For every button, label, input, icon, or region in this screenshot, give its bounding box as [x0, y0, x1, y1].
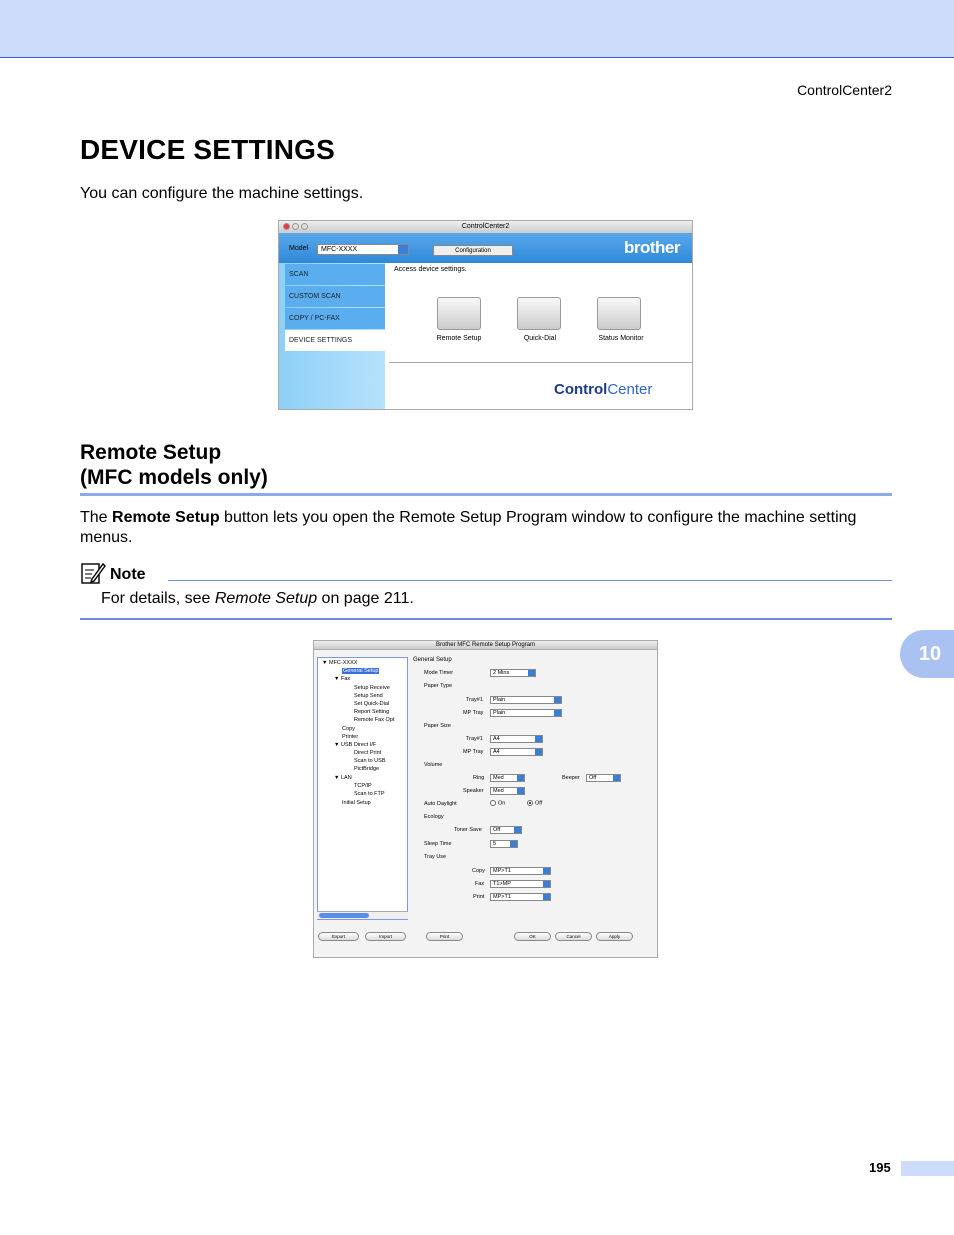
tree-usb-direct: USB Direct I/F	[340, 742, 377, 748]
lbl-paper-size: Paper Size	[424, 723, 451, 729]
remote-setup-icon	[437, 297, 481, 330]
lbl-tu-print: Print	[473, 894, 485, 900]
dd-pt-tray1: Plain	[490, 696, 562, 704]
para-bold: Remote Setup	[112, 509, 220, 526]
lbl-auto-daylight: Auto Daylight	[424, 801, 457, 807]
page-number-bar	[901, 1161, 954, 1176]
cc-titlebar	[279, 221, 692, 233]
cc-tab-custom-scan: CUSTOM SCAN	[285, 286, 385, 307]
cc-access-text: Access device settings.	[394, 266, 467, 273]
subsection-title	[80, 440, 268, 490]
radio-on	[490, 800, 505, 806]
tree-general-setup: General Setup	[343, 668, 379, 674]
controlcenter-logo	[554, 381, 652, 398]
dd-pt-mp: Plain	[490, 709, 562, 717]
lbl-pt-tray1: Tray#1	[466, 697, 483, 703]
tree-mfc: MFC-XXXX	[328, 660, 358, 666]
tree-set-quick-dial: Set Quick-Dial	[354, 701, 390, 707]
note-text-post: on page 211.	[317, 590, 414, 607]
tree-lan: LAN	[340, 775, 352, 781]
dd-mode-timer: 2 Mins	[490, 669, 536, 677]
lbl-toner-save: Toner Save	[454, 827, 482, 833]
note-pencil-icon	[80, 561, 106, 585]
subsection-rule	[80, 493, 892, 496]
dd-speaker: Med	[490, 787, 525, 795]
cc-divider	[389, 362, 693, 363]
rs-export-button: Export	[318, 932, 359, 941]
page-number: 195	[869, 1160, 891, 1175]
rs-tree-item	[342, 668, 379, 674]
lbl-ring: Ring	[473, 775, 485, 781]
chapter-tab: 10	[900, 630, 954, 678]
tree-report-setting: Report Setting	[354, 709, 390, 715]
note-text-pre: For details, see	[101, 590, 215, 607]
para-pre: The	[80, 509, 113, 526]
rs-tree-item: ▼ LAN	[334, 775, 352, 781]
cc-sidebar	[279, 263, 385, 410]
controlcenter-screenshot	[278, 220, 693, 410]
lbl-tu-copy: Copy	[472, 868, 485, 874]
subsection-title-line1: Remote Setup	[80, 441, 222, 464]
rs-cancel-button: Cancel	[555, 932, 592, 941]
subsection-title-line2: (MFC models only)	[80, 466, 268, 489]
rs-panel-title: General Setup	[413, 657, 452, 663]
section-title: DEVICE SETTINGS	[80, 134, 336, 165]
radio-off	[527, 800, 542, 806]
radio-off-label: Off	[535, 800, 543, 807]
lbl-pt-mp: MP Tray	[463, 710, 484, 716]
tree-direct-print: Direct Print	[354, 750, 382, 756]
tree-scan-to-usb: Scan to USB	[354, 758, 386, 764]
para-post: button lets you open the Remote Setup Program window to configure the machine setting menus.	[80, 509, 857, 546]
rs-titlebar: Brother MFC Remote Setup Program	[314, 641, 657, 650]
dd-ps-mp: A4	[490, 748, 543, 756]
cc-configuration-button: Configuration	[433, 245, 513, 256]
dd-toner-save: Off	[490, 826, 522, 834]
tree-copy: Copy	[342, 726, 355, 732]
lbl-ecology: Ecology	[424, 814, 444, 820]
logo-bold: Control	[554, 381, 608, 398]
lbl-beeper: Beeper	[562, 775, 580, 781]
radio-on-circle	[490, 800, 496, 806]
note-text	[101, 590, 414, 608]
dd-tu-print: MP>T1	[490, 893, 551, 901]
cc-tab-device-settings: DEVICE SETTINGS	[285, 330, 385, 351]
rs-apply-button: Apply	[596, 932, 633, 941]
cc-window-title: ControlCenter2	[461, 223, 510, 230]
lbl-ps-mp: MP Tray	[463, 749, 484, 755]
lbl-mode-timer: Mode Timer	[424, 670, 454, 676]
lbl-sleep-time: Sleep Time	[424, 841, 452, 847]
note-title: Note	[110, 566, 146, 583]
rs-ok-button: OK	[514, 932, 551, 941]
cc-tab-scan: SCAN	[285, 264, 385, 285]
lbl-paper-type: Paper Type	[424, 683, 453, 689]
radio-off-circle	[527, 800, 533, 806]
lbl-speaker: Speaker	[463, 788, 484, 794]
tree-fax: Fax	[340, 676, 351, 682]
section-intro: You can configure the machine settings.	[80, 185, 364, 202]
lbl-tray-use: Tray Use	[424, 854, 447, 860]
tree-initial-setup: Initial Setup	[342, 800, 371, 806]
lbl-ps-tray1: Tray#1	[466, 736, 483, 742]
rs-tree-panel	[317, 657, 408, 920]
cc-toolbar	[279, 233, 692, 263]
dd-beeper: Off	[586, 774, 621, 782]
remote-setup-screenshot	[313, 640, 658, 958]
rs-print-button: Print	[426, 932, 463, 941]
remote-setup-paragraph	[80, 508, 880, 548]
rs-import-button: Import	[365, 932, 406, 941]
cc-model-select: MFC-XXXX	[317, 244, 409, 255]
quick-dial-icon	[517, 297, 561, 330]
status-monitor-label: Status Monitor	[598, 335, 644, 342]
tree-setup-receive: Setup Receive	[354, 685, 390, 691]
rs-tree-item: ▼ MFC-XXXX	[322, 660, 358, 666]
rs-tree-item: ▼ Fax	[334, 676, 351, 682]
dd-tu-fax: T1>MP	[490, 880, 551, 888]
tree-printer: Printer	[342, 734, 359, 740]
tree-scan-to-ftp: Scan to FTP	[354, 791, 385, 797]
lbl-tu-fax: Fax	[475, 881, 485, 887]
brother-logo: brother	[624, 238, 680, 257]
cc-model-label: Model	[289, 245, 309, 252]
dd-tu-copy: MP>T1	[490, 867, 551, 875]
remote-setup-label: Remote Setup	[436, 335, 482, 342]
note-rule	[168, 580, 892, 581]
radio-on-label: On	[498, 800, 506, 807]
tree-tcpip: TCP/IP	[354, 783, 372, 789]
note-link-remote-setup: Remote Setup	[214, 590, 318, 607]
header-band	[0, 0, 954, 58]
quick-dial-label: Quick-Dial	[523, 335, 557, 342]
running-header: ControlCenter2	[797, 82, 892, 98]
stepper-sleep-time: 5	[490, 840, 518, 848]
note-bottom-rule	[80, 618, 892, 620]
tree-pictbridge: PictBridge	[354, 766, 380, 772]
status-monitor-icon	[597, 297, 641, 330]
tree-setup-send: Setup Send	[354, 693, 383, 699]
dd-ps-tray1: A4	[490, 735, 543, 743]
rs-tree-scrollbar	[317, 911, 408, 919]
rs-tree-item: ▼ USB Direct I/F	[334, 742, 377, 748]
lbl-volume: Volume	[424, 762, 443, 768]
cc-tab-copy-pcfax: COPY / PC-FAX	[285, 308, 385, 329]
logo-light: Center	[607, 381, 653, 398]
dd-ring: Med	[490, 774, 525, 782]
tree-remote-fax-opt: Remote Fax Opt	[354, 717, 395, 723]
